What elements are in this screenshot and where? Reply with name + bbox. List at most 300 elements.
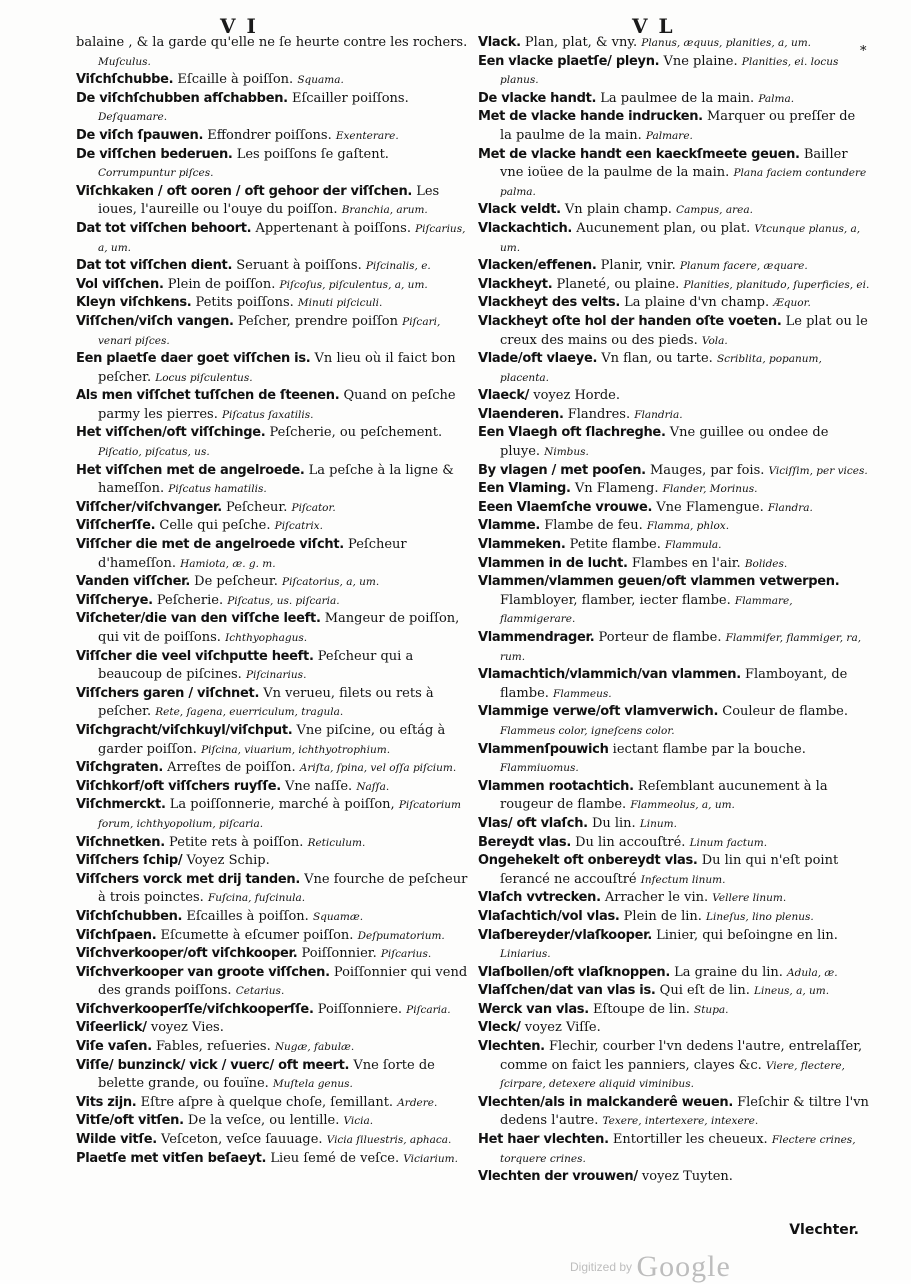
entry-latin: Squama. [297,74,344,87]
entry-latin: Muſculus. [98,55,151,68]
entry-headword: Vlammen in de lucht. [478,555,628,571]
entry-latin: Cetarius. [235,985,285,998]
entry-translation: Voyez Schip. [186,853,270,869]
entry-latin: Muſtela genus. [272,1078,353,1091]
entry-translation: Poiſſonnier qui vend des grands poiſſons. [98,964,468,999]
entry-headword: Vlaſſchen/dat van vlas is. [478,983,656,999]
running-header-left: V I [220,14,258,38]
entry-headword: Vol viſſchen. [76,276,164,292]
entry-translation: Peſcher, prendre poiſſon [237,313,398,329]
entry-headword: Vlaenderen. [478,406,564,422]
dictionary-entry [478,908,870,927]
entry-translation: Vne naſſe. [285,778,353,794]
margin-mark: * [860,44,867,59]
entry-latin: Reticulum. [307,836,366,849]
entry-latin: Viere, flectere, ſcirpare, detexere aliquid viminibus. [500,1059,845,1091]
entry-headword: Een vlacke plaetſe/ pleyn. [478,53,660,69]
dictionary-entry [76,592,468,611]
entry-latin: Ichthyophagus. [225,632,308,644]
entry-translation: voyez Vies. [150,1020,224,1036]
catchword: Vlechter. [789,1222,859,1238]
entry-headword: Viſchſchubbe. [76,72,174,88]
dictionary-entry [76,499,468,518]
dictionary-entry [76,1112,468,1131]
entry-headword: Vlechten/als in malckanderê weuen. [478,1094,733,1110]
dictionary-entry [478,573,870,629]
entry-latin: Viciſſim, per vices. [768,464,868,477]
entry-headword: Ongehekelt oft onbereydt vlas. [478,853,698,869]
dictionary-entry [76,313,468,350]
entry-translation: Poiſſonniere. [317,1001,403,1017]
entry-latin: Deſpumatorium. [357,929,445,942]
entry-latin: Æquor. [773,297,811,310]
entry-latin: Piſcoſus, piſculentus, a, um. [279,278,428,291]
dictionary-entry [478,555,870,574]
entry-translation: Effondrer poiſſons. [207,127,332,143]
entry-translation: Vn plain champ. [564,202,672,218]
dictionary-entry [76,1038,468,1057]
entry-translation: Arracher le vin. [604,890,709,906]
entry-translation: La poiſſonnerie, marché à poiſſon, [169,797,395,813]
entry-headword: Viſchnetken. [76,834,165,850]
dictionary-entry [76,220,468,257]
entry-headword: Vlammendrager. [478,630,595,645]
dictionary-entry [76,964,468,1001]
entry-translation: Porteur de flambe. [598,630,722,645]
dictionary-entry [76,759,468,778]
dictionary-entry [76,350,468,387]
entry-headword: Vlack. [478,35,521,50]
dictionary-entry [76,424,468,461]
entry-latin: Branchia, arum. [341,204,428,217]
dictionary-entry [76,34,468,71]
entry-headword: Viſchgracht/viſchkuyl/viſchput. [76,722,293,738]
entry-translation: Les ioues, l'aureille ou l'ouye du poiſſon. [98,183,440,218]
entry-headword: Viſcheter/die van den viſſche leeft. [76,611,321,627]
dictionary-entry [478,462,870,481]
entry-latin: Flammiuomus. [500,762,579,775]
dictionary-entry [478,220,870,257]
entry-latin: Plana faciem contundere palma. [500,167,867,198]
dictionary-entry [478,815,870,834]
dictionary-entry [76,573,468,592]
entry-latin: Corrumpuntur piſces. [98,167,214,180]
entry-translation: De la veſce, ou lentille. [187,1113,340,1129]
dictionary-entry [478,778,870,815]
entry-translation: Vne Flamengue. [656,499,764,515]
entry-translation: Peſcheur d'hameſſon. [98,537,407,571]
entry-headword: Vanden viſſcher. [76,574,190,590]
entry-translation: Vn flan, ou tarte. [601,351,713,367]
entry-latin: Stupa. [694,1003,729,1016]
dictionary-entry [76,685,468,722]
entry-headword: Viſſcher/viſchvanger. [76,499,222,515]
entry-translation: Veſceton, veſce ſauuage. [161,1132,323,1148]
entry-headword: Viſſcher die veel viſchputte heeft. [76,648,314,664]
entry-translation: Plein de poiſſon. [167,276,276,292]
entry-headword: De viſch ſpauwen. [76,127,204,143]
entry-headword: Viſchverkooper/oft viſchkooper. [76,946,298,962]
entry-translation: iectant flambe par la bouche. [612,741,806,757]
entry-translation: voyez Horde. [533,388,620,404]
entry-translation: La graine du lin. [674,964,783,980]
dictionary-entry [76,927,468,946]
entry-latin: Flander, Morinus. [662,483,758,496]
entry-latin: Piſcinalis, e. [365,260,431,273]
entry-latin: Planities, ei. locus planus. [500,55,839,87]
entry-headword: Viſe vaſen. [76,1039,152,1055]
entry-headword: Vlaſbereyder/vlaſkooper. [478,927,652,943]
entry-translation: Arreſtes de poiſſon. [167,760,296,776]
entry-latin: Piſcarius, a, um. [98,222,466,254]
dictionary-entry [76,257,468,276]
entry-headword: By vlagen / met pooſen. [478,462,646,478]
entry-latin: Vtcunque planus, a, um. [500,222,861,254]
entry-latin: Flammeus color, igneſcens color. [500,724,675,737]
entry-translation: Quand on peſche parmy les pierres. [98,388,456,422]
entry-latin: Piſcinarius. [245,669,307,682]
entry-headword: Viſchgraten. [76,760,164,776]
dictionary-entry [478,480,870,499]
dictionary-entry [76,871,468,908]
dictionary-entry [478,146,870,202]
entry-translation: Eſtre aſpre à quelque choſe, ſemillant. [140,1094,394,1110]
entry-latin: Palma. [758,92,795,105]
entry-latin: Flandra. [767,501,813,514]
entry-headword: Viſchverkooperſſe/viſchkooperſſe. [76,1001,314,1017]
entry-latin: Vola. [701,334,728,347]
entry-translation: Bailler vne ioüee de la paulme de la main. [500,146,848,181]
entry-headword: Vlamachtich/vlammich/van vlammen. [478,667,741,683]
entry-latin: Piſcatus hamatilis. [168,483,267,496]
entry-headword: Vleck/ [478,1020,521,1036]
entry-latin: Lineus, a, um. [753,985,830,998]
entry-headword: Viſſcherſſe. [76,518,156,534]
entry-translation: Fleſchir & tiltre l'vn dedens l'autre. [500,1094,869,1129]
entry-translation: Plan, plat, & vny. [524,35,638,50]
dictionary-entry [478,350,870,387]
dictionary-entry [478,1131,870,1168]
dictionary-entry [76,1131,468,1150]
dictionary-entry [76,1019,468,1038]
entry-translation: La paulmee de la main. [600,90,755,106]
dictionary-entry [478,90,870,109]
entry-translation: Lieu ſemé de veſce. [270,1150,400,1166]
dictionary-entry [478,889,870,908]
dictionary-entry [76,536,468,573]
entry-latin: Flammeolus, a, um. [630,799,735,812]
dictionary-entry [478,34,870,53]
entry-latin: Fuſcina, fuſcinula. [207,892,306,905]
dictionary-entry [76,90,468,127]
entry-headword: De viſſchen bederuen. [76,146,233,162]
entry-headword: Als men viſſchet tuſſchen de ſteenen. [76,388,340,404]
dictionary-entry [478,629,870,666]
dictionary-entry [76,127,468,146]
entry-latin: Campus, area. [676,204,753,217]
entry-translation: balaine , & la garde qu'elle ne ſe heurte contre les rochers. [76,35,468,50]
entry-translation: voyez Tuyten. [641,1169,733,1185]
entry-translation: Couleur de flambe. [722,704,849,720]
entry-latin: Ardere. [397,1096,438,1109]
entry-latin: Piſcatorius, a, um. [282,576,380,589]
dictionary-entry [76,648,468,685]
entry-translation: Flambes en l'air. [631,555,741,571]
entry-headword: Vlechten der vrouwen/ [478,1169,638,1185]
entry-latin: Locus piſculentus. [155,371,253,384]
entry-translation: Peſcheur. [226,499,288,515]
left-column [76,34,468,1168]
running-header-right: V L [632,14,675,38]
dictionary-entry [478,276,870,295]
entry-latin: Flammula. [664,539,722,552]
entry-translation: Eſcailles à poiſſon. [186,908,309,924]
entry-headword: Vlackheyt. [478,276,553,292]
entry-translation: Vne fourche de peſcheur à trois poinctes. [98,871,468,906]
entry-headword: Vlechten. [478,1039,545,1055]
dictionary-entry [76,462,468,499]
dictionary-entry [478,499,870,518]
entry-headword: Kleyn viſchkens. [76,295,192,311]
entry-headword: Viſſchers garen / viſchnet. [76,685,260,701]
dictionary-entry [478,964,870,983]
dictionary-entry [76,1001,468,1020]
entry-translation: Peſcherie. [156,592,224,608]
entry-headword: Vlade/oft vlaeye. [478,351,598,367]
entry-headword: Vlaſachtich/vol vlas. [478,908,620,924]
entry-translation: Vne plaine. [663,53,738,69]
entry-headword: Vlaſbollen/oft vlaſknoppen. [478,964,670,980]
dictionary-entry [76,852,468,871]
entry-translation: Mauges, par fois. [649,462,765,478]
entry-latin: Palmare. [645,129,693,142]
entry-headword: Plaetſe met vitſen beſaeyt. [76,1150,267,1166]
dictionary-entry [76,796,468,833]
dictionary-entry [478,424,870,461]
entry-headword: De viſchſchubben afſchabben. [76,90,288,106]
entry-translation: Planeté, ou plaine. [556,276,680,292]
dictionary-entry [76,387,468,424]
entry-latin: Planum facere, æquare. [679,260,808,273]
entry-latin: Linum factum. [689,836,768,849]
dictionary-entry [76,1094,468,1113]
dictionary-entry [76,834,468,853]
entry-headword: Viſchſpaen. [76,927,157,943]
dictionary-entry [478,1001,870,1020]
entry-translation: Flandres. [567,406,631,422]
entry-translation: Celle qui peſche. [159,518,271,534]
dictionary-entry [478,387,870,406]
dictionary-entry [478,982,870,1001]
dictionary-entry [76,1150,468,1169]
entry-headword: Viſſchen/viſch vangen. [76,313,234,329]
dictionary-entry [76,294,468,313]
entry-latin: Planities, planitudo, ſuperficies, ei. [683,278,870,291]
entry-latin: Piſcatus ſaxatilis. [221,408,314,421]
entry-headword: Dat tot viſſchen dient. [76,258,233,274]
entry-headword: Vlammen rootachtich. [478,778,634,794]
dictionary-entry [76,778,468,797]
entry-headword: Het viſſchen/oft viſſchinge. [76,425,266,441]
entry-headword: Vlackheyt oſte hol der handen oſte voeten. [478,313,782,329]
entry-latin: Piſcina, viuarium, ichthyotrophium. [201,743,391,756]
entry-translation: De peſcheur. [194,574,278,590]
entry-latin: Liniarius. [500,948,551,961]
entry-translation: Les poiſſons ſe gaſtent. [236,146,389,162]
entry-headword: Vlammige verwe/oft vlamverwich. [478,704,719,720]
entry-translation: Petits poiſſons. [195,295,294,311]
entry-headword: Vlamme. [478,518,541,534]
entry-translation: Mangeur de poiſſon, qui vit de poiſſons. [98,611,460,645]
entry-headword: Het viſſchen met de angelroede. [76,462,305,478]
entry-headword: Vlack veldt. [478,202,561,218]
dictionary-entry [478,666,870,703]
entry-translation: Le plat ou le creux des mains ou des pieds. [500,313,868,348]
entry-headword: Vlammeken. [478,537,566,553]
entry-headword: Viſſchers ſchip/ [76,853,183,869]
entry-headword: De vlacke handt. [478,90,597,106]
google-logo: Google [636,1250,731,1283]
entry-translation: La peſche à la ligne & hameſſon. [98,462,454,497]
entry-latin: Vellere linum. [712,892,787,905]
entry-headword: Eeen Vlaemſche vrouwe. [478,499,653,515]
entry-headword: Het haer vlechten. [478,1132,609,1148]
entry-translation: Aucunement plan, ou plat. [576,220,751,236]
entry-translation: Du lin qui n'eſt point ſerancé ne accouſtré [500,853,839,887]
entry-latin: Hamiota, æ. g. m. [180,557,276,570]
dictionary-entry [478,741,870,778]
entry-translation: Vn verueu, filets ou rets à peſcher. [98,685,434,720]
entry-latin: Adula, æ. [787,966,838,979]
entry-latin: Flammifer, flammiger, ra, rum. [500,632,862,663]
entry-headword: Viſchverkooper van groote viſſchen. [76,964,330,980]
entry-latin: Nugæ, fabulæ. [274,1041,355,1054]
entry-headword: Een Vlaming. [478,481,571,497]
entry-headword: Vlacken/effenen. [478,258,597,274]
dictionary-entry [76,908,468,927]
entry-translation: Fables, reſueries. [156,1039,271,1055]
entry-translation: Vne piſcine, ou eſtág à garder poiſſon. [98,722,446,757]
entry-translation: Petite rets à poiſſon. [169,834,304,850]
dictionary-entry [76,945,468,964]
entry-translation: Reſemblant aucunement à la rougeur de flambe. [500,778,828,813]
entry-latin: Deſquamare. [98,111,168,124]
dictionary-entry [478,927,870,964]
entry-headword: Vits zijn. [76,1094,137,1110]
entry-headword: Bereydt vlas. [478,834,571,850]
entry-latin: Piſcatrix. [274,520,323,533]
entry-headword: Vlackheyt des velts. [478,295,620,311]
entry-headword: Een Vlaegh oft ſlachreghe. [478,425,666,441]
dictionary-entry [478,834,870,853]
dictionary-entry [478,1094,870,1131]
entry-translation: Planir, vnir. [600,258,676,274]
entry-headword: Een plaetſe daer goet viſſchen is. [76,351,311,367]
entry-translation: Seruant à poiſſons. [236,258,362,274]
dictionary-entry [76,183,468,220]
entry-translation: Vn lieu où il faict bon peſcher. [98,351,456,385]
entry-latin: Infectum linum. [640,873,726,886]
right-column [478,34,870,1187]
dictionary-entry [76,146,468,183]
entry-headword: Viſchmerckt. [76,797,166,813]
entry-latin: Texere, intertexere, intexere. [602,1115,759,1128]
entry-translation: Plein de lin. [623,908,702,924]
entry-translation: Petite flambe. [569,537,661,553]
entry-latin: Rete, ſagena, euerriculum, tragula. [155,706,344,719]
entry-headword: Viſeerlick/ [76,1020,147,1036]
dictionary-entry [478,53,870,90]
entry-headword: Met de vlacke handt een kaeckſmeete geuen. [478,146,800,162]
digitized-watermark [570,1250,731,1284]
entry-translation: Flamboyant, de flambe. [500,667,848,701]
watermark-prefix: Digitized by [570,1260,633,1274]
entry-latin: Lineſus, lino plenus. [706,910,814,923]
dictionary-entry [478,313,870,350]
entry-headword: Viſſcher die met de angelroede viſcht. [76,537,344,553]
dictionary-entry [478,1019,870,1038]
entry-translation: Appertenant à poiſſons. [255,220,411,236]
dictionary-entry [478,406,870,425]
entry-translation: Qui eſt de lin. [659,983,750,999]
entry-headword: Vlaſch vvtrecken. [478,890,601,906]
entry-latin: Piſcaria. [406,1003,451,1016]
dictionary-entry [478,201,870,220]
entry-headword: Viſſe/ bunzinck/ vick / vuerc/ oft meert. [76,1057,350,1073]
dictionary-entry [76,71,468,90]
entry-translation: Flechir, courber l'vn dedens l'autre, entrelaſſer, comme on faict les panniers, clayes &c. [500,1039,863,1073]
dictionary-entry [478,1038,870,1094]
entry-latin: Flammeus. [553,687,612,700]
entry-latin: Vicia ſiluestris, aphaca. [326,1134,452,1147]
entry-latin: Piſcatio, piſcatus, us. [98,446,210,459]
entry-headword: Viſſchers vorck met drij tanden. [76,871,300,887]
dictionary-entry [478,108,870,145]
entry-latin: Piſcatus, us. piſcaria. [227,594,340,607]
entry-latin: Linum. [639,817,677,830]
dictionary-entry [76,517,468,536]
entry-latin: Exenterare. [335,129,399,142]
dictionary-entry [76,276,468,295]
entry-latin: Ariſta, ſpina, vel oſſa piſcium. [299,762,457,775]
dictionary-entry [76,1057,468,1094]
entry-headword: Vitſe/oft vitſen. [76,1113,184,1129]
dictionary-entry [478,536,870,555]
entry-translation: Eſcaille à poiſſon. [177,72,294,88]
dictionary-entry [76,722,468,759]
entry-headword: Viſchkorf/oft viſſchers ruyſſe. [76,778,281,794]
entry-headword: Dat tot viſſchen behoort. [76,220,252,236]
entry-latin: Naſſa. [356,780,390,793]
entry-latin: Flectere crines, torquere crines. [500,1134,856,1165]
entry-latin: Piſcatorium forum, ichthyopolium, piſcaria. [98,799,461,830]
entry-translation: Peſcherie, ou peſchement. [269,425,443,441]
entry-translation: Vne guillee ou ondee de pluye. [500,425,829,460]
entry-translation: Marquer ou preſſer de la paulme de la main. [500,109,856,143]
dictionary-entry [478,294,870,313]
entry-latin: Scriblita, popanum, placenta. [500,353,822,384]
entry-latin: Squamæ. [312,910,364,923]
dictionary-entry [478,1168,870,1187]
entry-translation: Flambloyer, flamber, iecter flambe. [500,592,731,608]
entry-translation: La plaine d'vn champ. [624,295,770,311]
entry-headword: Viſchſchubben. [76,908,183,924]
entry-latin: Flammare, flammigerare. [500,594,793,626]
entry-latin: Flamma, phlox. [646,520,730,533]
entry-translation: Vn Flameng. [574,481,659,497]
entry-translation: Du lin accouſtré. [575,834,686,850]
entry-headword: Viſchkaken / oft ooren / oft gehoor der viſſchen. [76,183,413,199]
